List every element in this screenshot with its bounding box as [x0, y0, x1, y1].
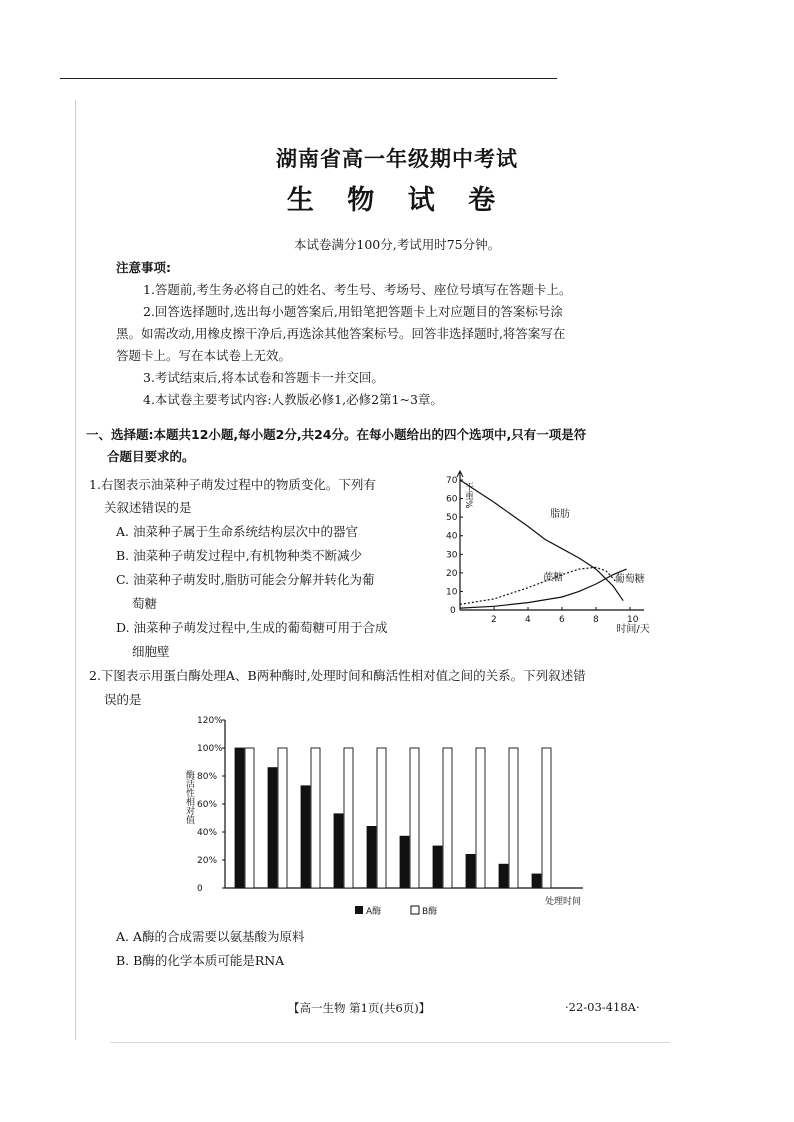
- notice-heading: 注意事项:: [116, 260, 171, 275]
- bar-a-enzyme: [400, 836, 409, 888]
- chart2-y-tick-label: 0: [197, 884, 203, 894]
- chart1-y-tick-label: 30: [446, 550, 458, 561]
- notice-line-2b: 黑。如需改动,用橡皮擦干净后,再选涂其他答案标号。回答非选择题时,将答案写在: [116, 326, 566, 341]
- chart1-y-tick-label: 20: [446, 568, 458, 579]
- footer-page-info: 【高一生物 第1页(共6页)】: [288, 1001, 431, 1015]
- bar-b-enzyme: [410, 748, 419, 888]
- q1-stem-1: 1.右图表示油菜种子萌发过程中的物质变化。下列有: [89, 477, 376, 492]
- bar-a-enzyme: [268, 768, 277, 888]
- q2-option-b: B. B酶的化学本质可能是RNA: [116, 953, 285, 968]
- exam-info: 本试卷满分100分,考试用时75分钟。: [293, 237, 501, 252]
- bar-a-enzyme: [334, 814, 343, 888]
- q1-option-c-2: 萄糖: [132, 596, 158, 611]
- notice-line-3: 3.考试结束后,将本试卷和答题卡一并交回。: [143, 370, 384, 385]
- chart2-y-axis-label: 酶活性相对值: [184, 770, 194, 824]
- chart1-x-tick-label: 8: [593, 615, 599, 625]
- chart1-y-tick-label: 50: [446, 513, 458, 524]
- chart1-x-tick-label: 2: [491, 615, 497, 625]
- chart1-y-tick-label: 40: [446, 531, 458, 542]
- q2-stem-1: 2.下图表示用蛋白酶处理A、B两种酶时,处理时间和酶活性相对值之间的关系。下列叙述错: [89, 668, 586, 683]
- chart1-origin-label: 0: [450, 606, 456, 616]
- bar-b-enzyme: [311, 748, 320, 888]
- notice-line-2c: 答题卡上。写在本试卷上无效。: [116, 348, 292, 363]
- chart1-y-tick-label: 70: [446, 476, 458, 486]
- bar-a-enzyme: [301, 786, 310, 888]
- bar-a-enzyme: [367, 826, 376, 888]
- q1-option-b: B. 油菜种子萌发过程中,有机物种类不断减少: [116, 548, 363, 563]
- bar-a-enzyme: [433, 846, 442, 888]
- bar-b-enzyme: [377, 748, 386, 888]
- q1-stem-2: 关叙述错误的是: [104, 500, 192, 515]
- legend-label-a: A酶: [366, 907, 382, 917]
- bottom-rule: [110, 1042, 670, 1043]
- bar-b-enzyme: [344, 748, 353, 888]
- footer-code: ·22-03-418A·: [565, 1000, 640, 1014]
- bar-b-enzyme: [245, 748, 254, 888]
- q2-bar-chart: [175, 710, 595, 920]
- q1-option-c-1: C. 油菜种子萌发时,脂肪可能会分解并转化为葡: [116, 572, 375, 587]
- notice-line-1: 1.答题前,考生务必将自己的姓名、考生号、考场号、座位号填写在答题卡上。: [143, 282, 572, 297]
- chart1-x-tick-label: 4: [525, 615, 531, 625]
- legend-label-b: B酶: [422, 907, 438, 917]
- q2-option-a: A. A酶的合成需要以氨基酸为原料: [116, 929, 305, 944]
- top-rule: [60, 78, 557, 79]
- chart1-x-tick-label: 6: [559, 615, 565, 625]
- section-heading-line-2: 合题目要求的。: [107, 449, 195, 464]
- legend-swatch-a: [355, 906, 363, 914]
- bar-b-enzyme: [476, 748, 485, 888]
- q1-line-chart: [428, 468, 668, 640]
- chart1-series-label-glucose: 葡萄糖: [614, 574, 645, 586]
- chart2-y-tick-label: 60%: [197, 800, 218, 810]
- bar-b-enzyme: [443, 748, 452, 888]
- chart1-x-axis-label: 时间/天: [616, 624, 650, 635]
- chart2-y-tick-label: 20%: [197, 856, 218, 866]
- chart1-y-axis-label: 干重%: [463, 482, 473, 509]
- bar-a-enzyme: [499, 864, 508, 888]
- chart2-y-tick-label: 120%: [197, 716, 223, 726]
- chart1-series-label-fat: 脂肪: [550, 509, 571, 521]
- bar-b-enzyme: [542, 748, 551, 888]
- chart2-y-tick-label: 80%: [197, 772, 218, 782]
- notice-line-4: 4.本试卷主要考试内容:人教版必修1,必修2第1~3章。: [143, 392, 443, 407]
- q1-option-d-1: D. 油菜种子萌发过程中,生成的葡萄糖可用于合成: [116, 620, 388, 635]
- chart1-y-tick-label: 60: [446, 494, 458, 505]
- chart2-y-tick-label: 100%: [197, 744, 223, 754]
- bar-a-enzyme: [235, 748, 244, 888]
- q1-option-d-2: 细胞壁: [132, 644, 170, 659]
- bar-a-enzyme: [466, 854, 475, 888]
- q2-stem-2: 误的是: [104, 692, 142, 707]
- subject-title: 生 物 试 卷: [286, 185, 508, 216]
- chart1-y-tick-label: 10: [446, 587, 458, 598]
- bar-b-enzyme: [509, 748, 518, 888]
- chart2-y-tick-label: 40%: [197, 828, 218, 838]
- chart1-series-label-sucrose: 蔗糖: [543, 572, 564, 584]
- bar-b-enzyme: [278, 748, 287, 888]
- chart1-x-tick-label: 10: [627, 615, 639, 625]
- bar-a-enzyme: [532, 874, 541, 888]
- q1-option-a: A. 油菜种子属于生命系统结构层次中的器官: [116, 524, 358, 539]
- legend-swatch-b: [411, 906, 419, 914]
- notice-line-2a: 2.回答选择题时,选出每小题答案后,用铅笔把答题卡上对应题目的答案标号涂: [143, 304, 563, 319]
- section-heading-line-1: 一、选择题:本题共12小题,每小题2分,共24分。在每小题给出的四个选项中,只有一项是符: [86, 427, 587, 442]
- exam-title: 湖南省高一年级期中考试: [276, 147, 518, 171]
- chart2-x-axis-label: 处理时间: [545, 897, 582, 907]
